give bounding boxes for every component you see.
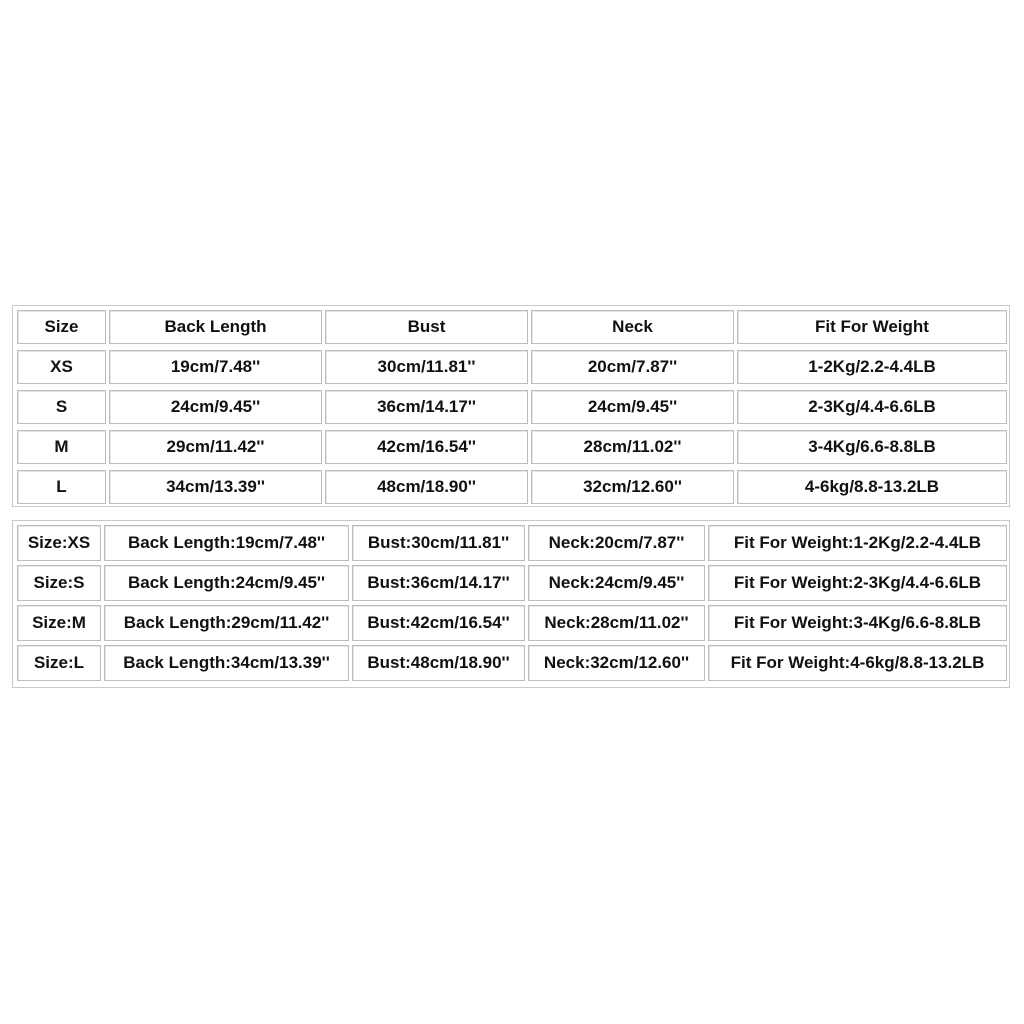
labeled-cell-size: Size:XS	[17, 525, 101, 561]
table-cell-bust: 48cm/18.90''	[325, 470, 528, 504]
table-cell-fit-for-weight: 2-3Kg/4.4-6.6LB	[737, 390, 1007, 424]
labeled-cell-bust: Bust:42cm/16.54''	[352, 605, 525, 641]
table-cell-size: M	[17, 430, 106, 464]
table-cell-size: S	[17, 390, 106, 424]
labeled-cell-fit-for-weight: Fit For Weight:1-2Kg/2.2-4.4LB	[708, 525, 1007, 561]
labeled-cell-fit-for-weight: Fit For Weight:4-6kg/8.8-13.2LB	[708, 645, 1007, 681]
table-cell-back-length: 19cm/7.48''	[109, 350, 322, 384]
labeled-cell-neck: Neck:24cm/9.45''	[528, 565, 705, 601]
labeled-cell-fit-for-weight: Fit For Weight:2-3Kg/4.4-6.6LB	[708, 565, 1007, 601]
table-cell-back-length: 29cm/11.42''	[109, 430, 322, 464]
header-back-length: Back Length	[109, 310, 322, 344]
table-cell-bust: 42cm/16.54''	[325, 430, 528, 464]
labeled-cell-neck: Neck:28cm/11.02''	[528, 605, 705, 641]
table-cell-neck: 32cm/12.60''	[531, 470, 734, 504]
table-cell-neck: 24cm/9.45''	[531, 390, 734, 424]
table-cell-neck: 28cm/11.02''	[531, 430, 734, 464]
labeled-cell-size: Size:L	[17, 645, 101, 681]
table-cell-size: XS	[17, 350, 106, 384]
labeled-cell-size: Size:M	[17, 605, 101, 641]
table-cell-back-length: 34cm/13.39''	[109, 470, 322, 504]
labeled-cell-bust: Bust:36cm/14.17''	[352, 565, 525, 601]
table-cell-back-length: 24cm/9.45''	[109, 390, 322, 424]
header-size: Size	[17, 310, 106, 344]
size-table-columns	[12, 305, 1010, 507]
labeled-cell-back-length: Back Length:19cm/7.48''	[104, 525, 349, 561]
table-cell-fit-for-weight: 1-2Kg/2.2-4.4LB	[737, 350, 1007, 384]
table-cell-size: L	[17, 470, 106, 504]
labeled-cell-fit-for-weight: Fit For Weight:3-4Kg/6.6-8.8LB	[708, 605, 1007, 641]
table-cell-fit-for-weight: 3-4Kg/6.6-8.8LB	[737, 430, 1007, 464]
labeled-cell-neck: Neck:20cm/7.87''	[528, 525, 705, 561]
table-cell-neck: 20cm/7.87''	[531, 350, 734, 384]
header-bust: Bust	[325, 310, 528, 344]
header-neck: Neck	[531, 310, 734, 344]
header-fit-for-weight: Fit For Weight	[737, 310, 1007, 344]
table-cell-bust: 30cm/11.81''	[325, 350, 528, 384]
size-table-labeled	[12, 520, 1010, 688]
labeled-cell-back-length: Back Length:24cm/9.45''	[104, 565, 349, 601]
labeled-cell-back-length: Back Length:29cm/11.42''	[104, 605, 349, 641]
table-cell-fit-for-weight: 4-6kg/8.8-13.2LB	[737, 470, 1007, 504]
labeled-cell-neck: Neck:32cm/12.60''	[528, 645, 705, 681]
table-cell-bust: 36cm/14.17''	[325, 390, 528, 424]
labeled-cell-size: Size:S	[17, 565, 101, 601]
labeled-cell-back-length: Back Length:34cm/13.39''	[104, 645, 349, 681]
labeled-cell-bust: Bust:48cm/18.90''	[352, 645, 525, 681]
labeled-cell-bust: Bust:30cm/11.81''	[352, 525, 525, 561]
